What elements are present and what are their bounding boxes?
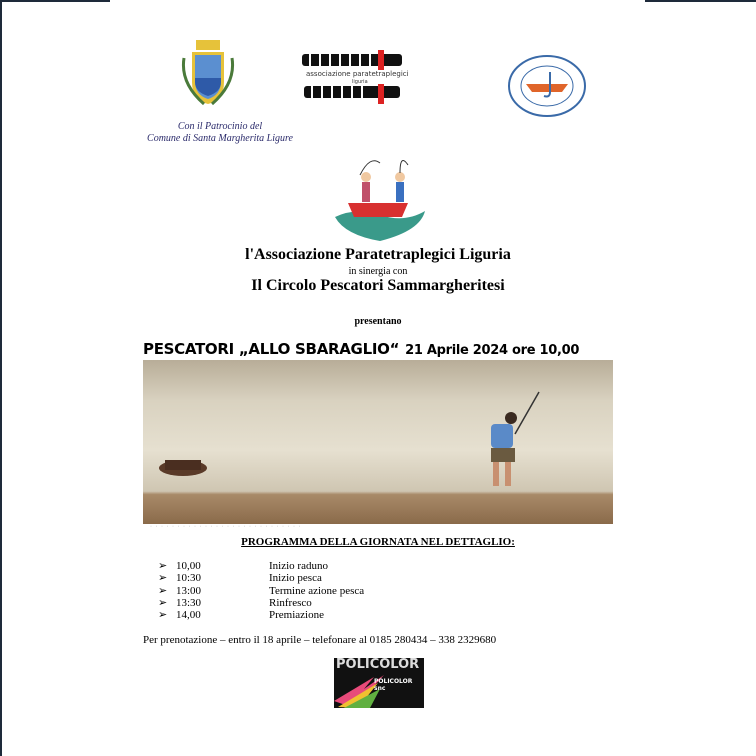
- svg-text:liguria: liguria: [352, 79, 368, 85]
- presents-text: presentano: [354, 316, 402, 327]
- organizer-1-title: l'Associazione Paratetraplegici Liguria: [245, 246, 511, 263]
- sponsor-name: POLICOLOR snc: [374, 678, 413, 692]
- schedule-time: 13:30: [176, 596, 202, 609]
- circolo-pescatori-logo: [506, 54, 588, 118]
- page-border: [0, 0, 2, 756]
- schedule-item: [158, 560, 364, 572]
- connector-text: in sinergia con: [348, 266, 408, 277]
- program-title: PROGRAMMA DELLA GIORNATA NEL DETTAGLIO:: [241, 536, 515, 548]
- association-logo: [300, 48, 416, 108]
- arrow-bullet-icon: ➢: [158, 596, 168, 609]
- schedule-time: 14,00: [176, 609, 201, 622]
- fishermen-boat-illustration: [330, 155, 430, 247]
- child-fishing-photo: [143, 360, 613, 524]
- page-border: [645, 0, 756, 2]
- event-name: PESCATORI „ALLO SBARAGLIO“: [143, 340, 400, 358]
- arrow-bullet-icon: ➢: [158, 572, 168, 585]
- schedule-activity: Premiazione: [269, 609, 324, 622]
- photo-caption-blurred: · · · · · · · · · · · · · · · · · · · · · · · · · · · ·: [150, 524, 302, 530]
- schedule-item: [158, 597, 364, 609]
- schedule-time: 10:30: [176, 572, 202, 585]
- schedule-activity: Inizio raduno: [269, 560, 328, 572]
- schedule-activity: Termine azione pesca: [269, 584, 365, 597]
- patronage-line2: Comune di Santa Margherita Ligure: [147, 133, 293, 144]
- patronage-text: [130, 121, 310, 145]
- arrow-bullet-icon: ➢: [158, 560, 168, 572]
- page-border: [0, 0, 110, 2]
- schedule-time: 13:00: [176, 584, 202, 597]
- schedule-activity: Rinfresco: [269, 596, 312, 609]
- comune-crest-logo: [180, 38, 236, 110]
- schedule-time: 10,00: [176, 560, 201, 572]
- schedule-item: [158, 585, 364, 597]
- schedule-activity: Inizio pesca: [269, 572, 322, 585]
- event-date: 21 Aprile 2024 ore 10,00: [405, 343, 580, 358]
- svg-text:associazione paratetraplegici: associazione paratetraplegici: [306, 70, 409, 78]
- arrow-bullet-icon: ➢: [158, 584, 168, 597]
- sponsor-brand: POLICOLOR: [336, 658, 420, 672]
- schedule-list: [158, 560, 364, 621]
- arrow-bullet-icon: ➢: [158, 609, 168, 622]
- booking-info: Per prenotazione – entro il 18 aprile – telefonare al 0185 280434 – 338 2329680: [143, 634, 497, 646]
- event-title: [143, 340, 579, 358]
- organizer-2-title: Il Circolo Pescatori Sammargheritesi: [251, 277, 505, 294]
- schedule-item: [158, 609, 364, 621]
- patronage-line1: Con il Patrocinio del: [177, 121, 263, 132]
- schedule-item: [158, 572, 364, 584]
- policolor-sponsor-logo: [334, 658, 424, 708]
